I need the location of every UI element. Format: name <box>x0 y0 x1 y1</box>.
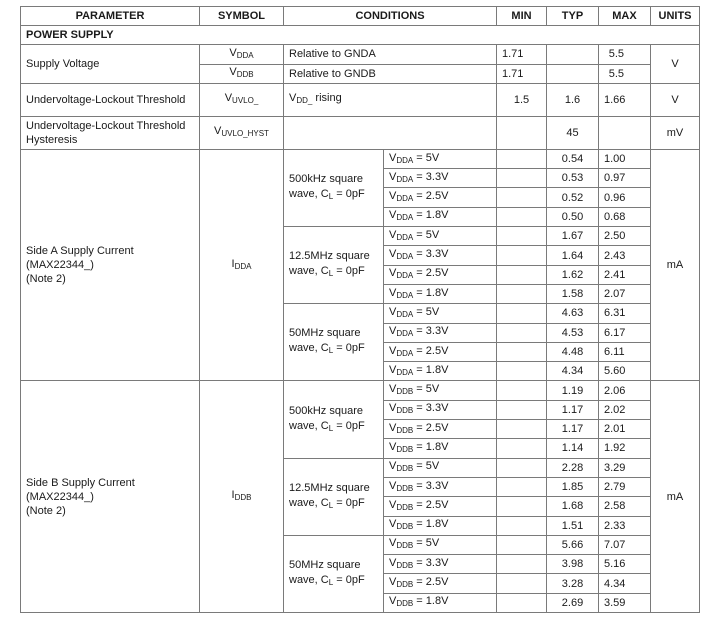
min-cell <box>497 265 547 284</box>
min-cell <box>497 458 547 477</box>
typ-cell: 1.68 <box>547 497 599 516</box>
typ-cell: 1.67 <box>547 227 599 246</box>
min-cell <box>497 477 547 496</box>
max-cell: 0.68 <box>599 207 651 226</box>
typ-cell: 1.58 <box>547 284 599 303</box>
condition-group: 500kHz square wave, $C_L = 0pF$ <box>284 381 384 458</box>
typ-cell: 4.53 <box>547 323 599 342</box>
voltage-condition: $V_{DDB} = 5V$ <box>384 535 497 554</box>
condition-group: 12.5MHz square wave, $C_L = 0pF$ <box>284 458 384 535</box>
typ-cell: 1.64 <box>547 246 599 265</box>
voltage-condition: $V_{DDB} = 3.3V$ <box>384 400 497 419</box>
max-cell: 3.29 <box>599 458 651 477</box>
max-cell: 0.96 <box>599 188 651 207</box>
section-row <box>21 26 700 45</box>
symbol-cell: $I_{DDA}$ <box>200 149 284 381</box>
typ-cell: 0.54 <box>547 149 599 168</box>
typ-cell: 3.98 <box>547 555 599 574</box>
typ-cell: 1.85 <box>547 477 599 496</box>
voltage-condition: $V_{DDB} = 1.8V$ <box>384 593 497 612</box>
table-row <box>21 83 700 116</box>
max-cell: 2.07 <box>599 284 651 303</box>
units-cell: V <box>651 45 700 84</box>
param-uvlo: Undervoltage-Lockout Threshold <box>21 83 200 116</box>
typ-cell: 1.6 <box>547 83 599 116</box>
typ-cell: 2.69 <box>547 593 599 612</box>
max-cell: 5.5 <box>599 45 651 64</box>
typ-cell: 45 <box>547 116 599 149</box>
typ-cell: 4.63 <box>547 304 599 323</box>
voltage-condition: $V_{DDA} = 2.5V$ <box>384 265 497 284</box>
typ-cell: 1.14 <box>547 439 599 458</box>
header-min: MIN <box>497 7 547 26</box>
condition-group: 50MHz square wave, $C_L = 0pF$ <box>284 535 384 612</box>
table-row <box>21 381 700 400</box>
units-cell: V <box>651 83 700 116</box>
units-cell: mV <box>651 116 700 149</box>
min-cell <box>497 381 547 400</box>
min-cell <box>497 535 547 554</box>
voltage-condition: $V_{DDB} = 1.8V$ <box>384 439 497 458</box>
max-cell: 6.31 <box>599 304 651 323</box>
max-cell: 2.01 <box>599 420 651 439</box>
specifications-table <box>20 6 700 613</box>
units-cell: mA <box>651 381 700 613</box>
min-cell <box>497 574 547 593</box>
max-cell: 2.43 <box>599 246 651 265</box>
header-parameter: PARAMETER <box>21 7 200 26</box>
min-cell <box>497 149 547 168</box>
voltage-condition: $V_{DDA} = 3.3V$ <box>384 246 497 265</box>
max-cell: 1.92 <box>599 439 651 458</box>
min-cell <box>497 497 547 516</box>
condition-cell <box>284 116 497 149</box>
symbol-cell: $V_{DDA}$ <box>200 45 284 64</box>
section-title: POWER SUPPLY <box>21 26 700 45</box>
min-cell <box>497 227 547 246</box>
typ-cell: 3.28 <box>547 574 599 593</box>
voltage-condition: $V_{DDA} = 5V$ <box>384 149 497 168</box>
min-cell <box>497 284 547 303</box>
min-cell <box>497 246 547 265</box>
condition-group: 12.5MHz square wave, $C_L = 0pF$ <box>284 227 384 304</box>
max-cell: 5.60 <box>599 362 651 381</box>
symbol-cell: $V_{UVLO\_HYST}$ <box>200 116 284 149</box>
param-side-b-supply-current: Side B Supply Current (MAX22344_) (Note 2) <box>21 381 200 613</box>
symbol-cell: $V_{UVLO\_}$ <box>200 83 284 116</box>
voltage-condition: $V_{DDB} = 3.3V$ <box>384 555 497 574</box>
max-cell: 2.02 <box>599 400 651 419</box>
typ-cell <box>547 45 599 64</box>
voltage-condition: $V_{DDA} = 3.3V$ <box>384 323 497 342</box>
voltage-condition: $V_{DDB} = 2.5V$ <box>384 574 497 593</box>
table-row <box>21 116 700 149</box>
min-cell <box>497 304 547 323</box>
max-cell: 2.79 <box>599 477 651 496</box>
typ-cell: 2.28 <box>547 458 599 477</box>
symbol-cell: $V_{DDB}$ <box>200 64 284 83</box>
max-cell: 0.97 <box>599 169 651 188</box>
voltage-condition: $V_{DDB} = 2.5V$ <box>384 497 497 516</box>
condition-cell: Relative to GNDA <box>284 45 497 64</box>
max-cell: 5.16 <box>599 555 651 574</box>
voltage-condition: $V_{DDB} = 1.8V$ <box>384 516 497 535</box>
voltage-condition: $V_{DDA} = 3.3V$ <box>384 169 497 188</box>
voltage-condition: $V_{DDB} = 5V$ <box>384 458 497 477</box>
max-cell: 2.50 <box>599 227 651 246</box>
typ-cell: 1.51 <box>547 516 599 535</box>
units-cell: mA <box>651 149 700 381</box>
typ-cell: 1.17 <box>547 420 599 439</box>
min-cell: 1.5 <box>497 83 547 116</box>
min-cell <box>497 420 547 439</box>
typ-cell <box>547 64 599 83</box>
max-cell: 2.06 <box>599 381 651 400</box>
condition-cell: $V_{DD\_}$ rising <box>284 83 497 116</box>
header-symbol: SYMBOL <box>200 7 284 26</box>
min-cell: 1.71 <box>497 45 547 64</box>
condition-group: 50MHz square wave, $C_L = 0pF$ <box>284 304 384 381</box>
max-cell: 7.07 <box>599 535 651 554</box>
min-cell <box>497 439 547 458</box>
min-cell <box>497 516 547 535</box>
typ-cell: 0.53 <box>547 169 599 188</box>
typ-cell: 1.62 <box>547 265 599 284</box>
voltage-condition: $V_{DDA} = 1.8V$ <box>384 284 497 303</box>
typ-cell: 1.19 <box>547 381 599 400</box>
voltage-condition: $V_{DDB} = 5V$ <box>384 381 497 400</box>
typ-cell: 0.52 <box>547 188 599 207</box>
max-cell: 6.17 <box>599 323 651 342</box>
max-cell: 1.66 <box>599 83 651 116</box>
min-cell <box>497 207 547 226</box>
min-cell <box>497 169 547 188</box>
max-cell: 6.11 <box>599 342 651 361</box>
voltage-condition: $V_{DDA} = 2.5V$ <box>384 188 497 207</box>
min-cell <box>497 362 547 381</box>
typ-cell: 5.66 <box>547 535 599 554</box>
max-cell: 2.33 <box>599 516 651 535</box>
typ-cell: 4.34 <box>547 362 599 381</box>
voltage-condition: $V_{DDA} = 2.5V$ <box>384 342 497 361</box>
max-cell: 3.59 <box>599 593 651 612</box>
voltage-condition: $V_{DDA} = 1.8V$ <box>384 207 497 226</box>
min-cell <box>497 323 547 342</box>
voltage-condition: $V_{DDA} = 5V$ <box>384 227 497 246</box>
param-uvlo-hysteresis: Undervoltage-Lockout Threshold Hysteresis <box>21 116 200 149</box>
voltage-condition: $V_{DDB} = 3.3V$ <box>384 477 497 496</box>
min-cell <box>497 116 547 149</box>
typ-cell: 0.50 <box>547 207 599 226</box>
param-supply-voltage: Supply Voltage <box>21 45 200 84</box>
table-row <box>21 149 700 168</box>
param-side-a-supply-current: Side A Supply Current (MAX22344_) (Note 2) <box>21 149 200 381</box>
max-cell: 2.58 <box>599 497 651 516</box>
min-cell: 1.71 <box>497 64 547 83</box>
min-cell <box>497 400 547 419</box>
min-cell <box>497 593 547 612</box>
typ-cell: 1.17 <box>547 400 599 419</box>
voltage-condition: $V_{DDB} = 2.5V$ <box>384 420 497 439</box>
header-units: UNITS <box>651 7 700 26</box>
header-max: MAX <box>599 7 651 26</box>
symbol-cell: $I_{DDB}$ <box>200 381 284 613</box>
header-conditions: CONDITIONS <box>284 7 497 26</box>
min-cell <box>497 342 547 361</box>
header-row <box>21 7 700 26</box>
voltage-condition: $V_{DDA} = 5V$ <box>384 304 497 323</box>
typ-cell: 4.48 <box>547 342 599 361</box>
max-cell: 1.00 <box>599 149 651 168</box>
max-cell: 2.41 <box>599 265 651 284</box>
min-cell <box>497 188 547 207</box>
table-row <box>21 45 700 64</box>
max-cell: 4.34 <box>599 574 651 593</box>
max-cell: 5.5 <box>599 64 651 83</box>
max-cell <box>599 116 651 149</box>
condition-cell: Relative to GNDB <box>284 64 497 83</box>
min-cell <box>497 555 547 574</box>
voltage-condition: $V_{DDA} = 1.8V$ <box>384 362 497 381</box>
condition-group: 500kHz square wave, $C_L = 0pF$ <box>284 149 384 226</box>
header-typ: TYP <box>547 7 599 26</box>
